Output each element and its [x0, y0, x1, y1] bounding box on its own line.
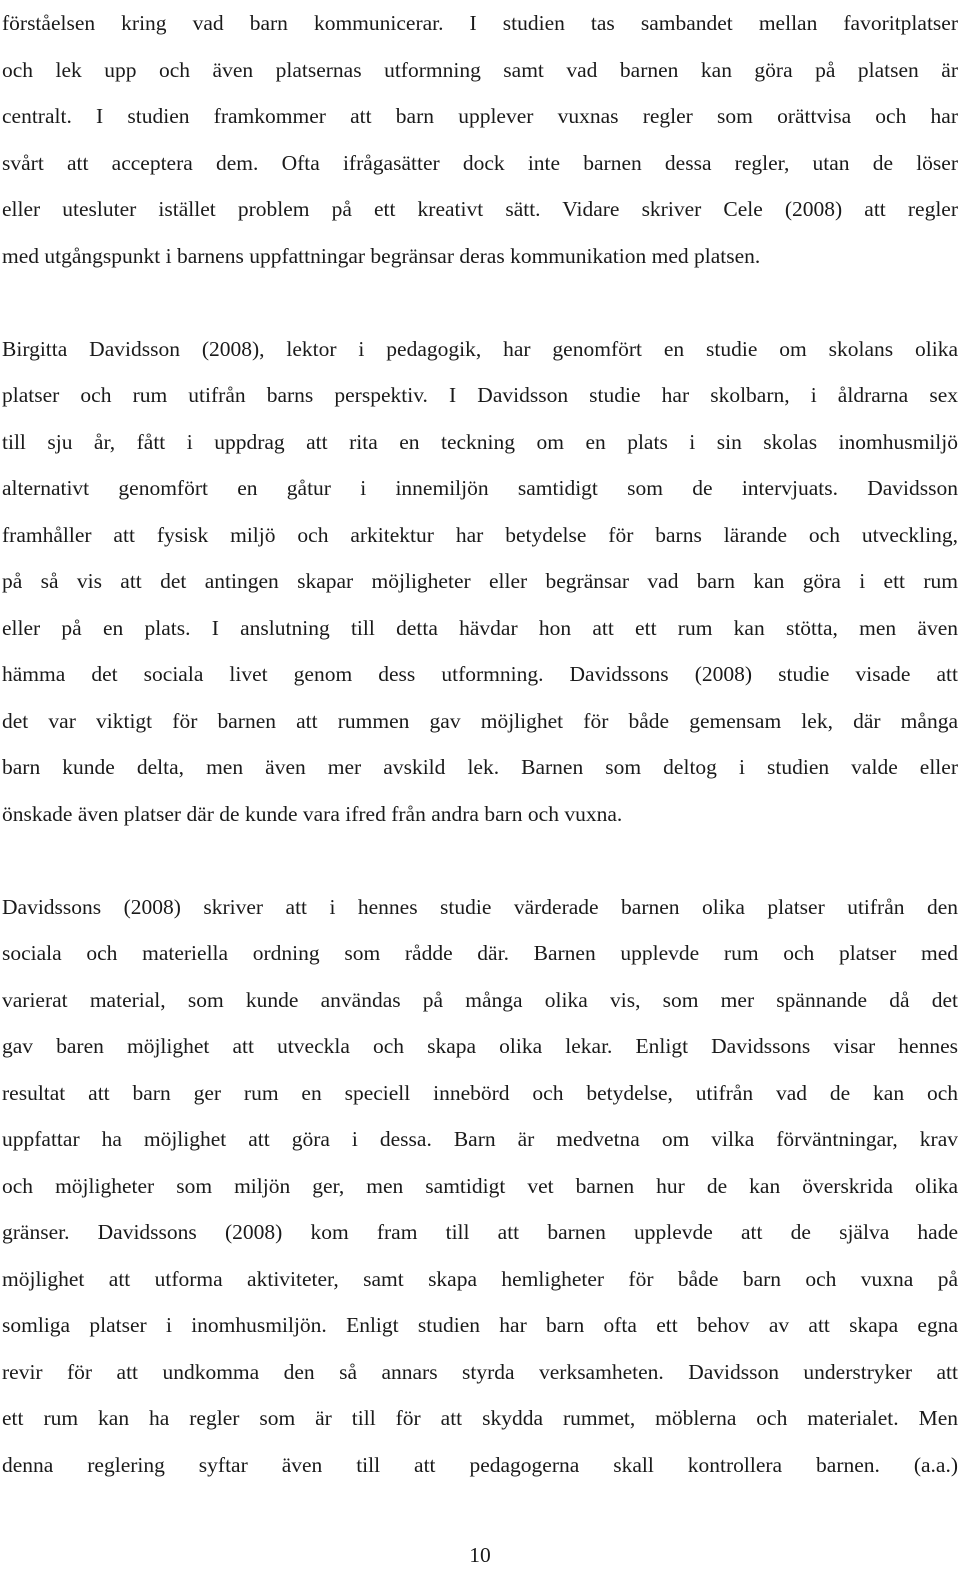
- text-line: uppfattar ha möjlighet att göra i dessa. Barn är medvetna om vilka förväntningar, krav: [2, 1127, 958, 1151]
- text-line: centralt. I studien framkommer att barn upplever vuxnas regler som orättvisa och har: [2, 104, 958, 128]
- text-line: eller på en plats. I anslutning till detta hävdar hon att ett rum kan stötta, men även: [2, 615, 958, 640]
- text-line: och möjligheter som miljön ger, men samtidigt vet barnen hur de kan överskrida olika: [2, 1173, 958, 1198]
- text-line: Birgitta Davidsson (2008), lektor i pedagogik, har genomfört en studie om skolans olika: [2, 336, 958, 361]
- page-number: 10: [469, 1543, 491, 1567]
- text-line: det var viktigt för barnen att rummen gav möjlighet för både gemensam lek, där många: [2, 708, 958, 733]
- text-line: varierat material, som kunde användas på många olika vis, som mer spännande då det: [2, 987, 958, 1012]
- paragraph-spacer: [2, 837, 958, 884]
- text-line: med utgångspunkt i barnens uppfattningar begränsar deras kommunikation med platsen.: [2, 243, 761, 268]
- text-line: hämma det sociala livet genom dess utformning. Davidssons (2008) studie visade att: [2, 662, 958, 686]
- text-line: Davidssons (2008) skriver att i hennes studie värderade barnen olika platser utifrån den: [2, 894, 958, 919]
- text-line: på så vis att det antingen skapar möjligheter eller begränsar vad barn kan göra i ett rum: [2, 569, 958, 593]
- text-line: möjlighet att utforma aktiviteter, samt skapa hemligheter för både barn och vuxna på: [2, 1266, 958, 1291]
- text-line: framhåller att fysisk miljö och arkitektur har betydelse för barns lärande och utveckling,: [2, 522, 958, 547]
- paragraph-1: [2, 0, 958, 279]
- text-line: resultat att barn ger rum en speciell innebörd och betydelse, utifrån vad de kan och: [2, 1080, 958, 1105]
- text-line: revir för att undkomma den så annars styrda verksamheten. Davidsson understryker att: [2, 1359, 958, 1384]
- text-line: barn kunde delta, men även mer avskild lek. Barnen som deltog i studien valde eller: [2, 755, 958, 779]
- text-line: eller utesluter istället problem på ett kreativt sätt. Vidare skriver Cele (2008) att regler: [2, 197, 958, 221]
- text-line: sociala och materiella ordning som rådde där. Barnen upplevde rum och platser med: [2, 941, 958, 965]
- paragraph-2: [2, 326, 958, 838]
- text-line: ett rum kan ha regler som är till för att skydda rummet, möblerna och materialet. Men: [2, 1406, 958, 1430]
- text-line: alternativt genomfört en gåtur i innemiljön samtidigt som de intervjuats. Davidsson: [2, 476, 958, 500]
- text-line: förståelsen kring vad barn kommunicerar. I studien tas sambandet mellan favoritplatser: [2, 11, 958, 35]
- text-line: denna reglering syftar även till att pedagogerna skall kontrollera barnen. (a.a.): [2, 1452, 958, 1477]
- text-line: svårt att acceptera dem. Ofta ifrågasätter dock inte barnen dessa regler, utan de löser: [2, 150, 958, 175]
- text-line: och lek upp och även platsernas utformning samt vad barnen kan göra på platsen är: [2, 57, 958, 82]
- text-line: önskade även platser där de kunde vara ifred från andra barn och vuxna.: [2, 801, 623, 826]
- text-line: gränser. Davidssons (2008) kom fram till att barnen upplevde att de själva hade: [2, 1220, 958, 1244]
- text-line: somliga platser i inomhusmiljön. Enligt studien har barn ofta ett behov av att skapa egna: [2, 1313, 958, 1337]
- paragraph-spacer: [2, 279, 958, 326]
- text-line: platser och rum utifrån barns perspektiv. I Davidsson studie har skolbarn, i åldrarna sex: [2, 383, 958, 407]
- body-text: [2, 0, 958, 1488]
- text-line: till sju år, fått i uppdrag att rita en teckning om en plats i sin skolas inomhusmiljö: [2, 429, 958, 454]
- paragraph-3: [2, 884, 958, 1489]
- text-line: gav baren möjlighet att utveckla och skapa olika lekar. Enligt Davidssons visar hennes: [2, 1034, 958, 1058]
